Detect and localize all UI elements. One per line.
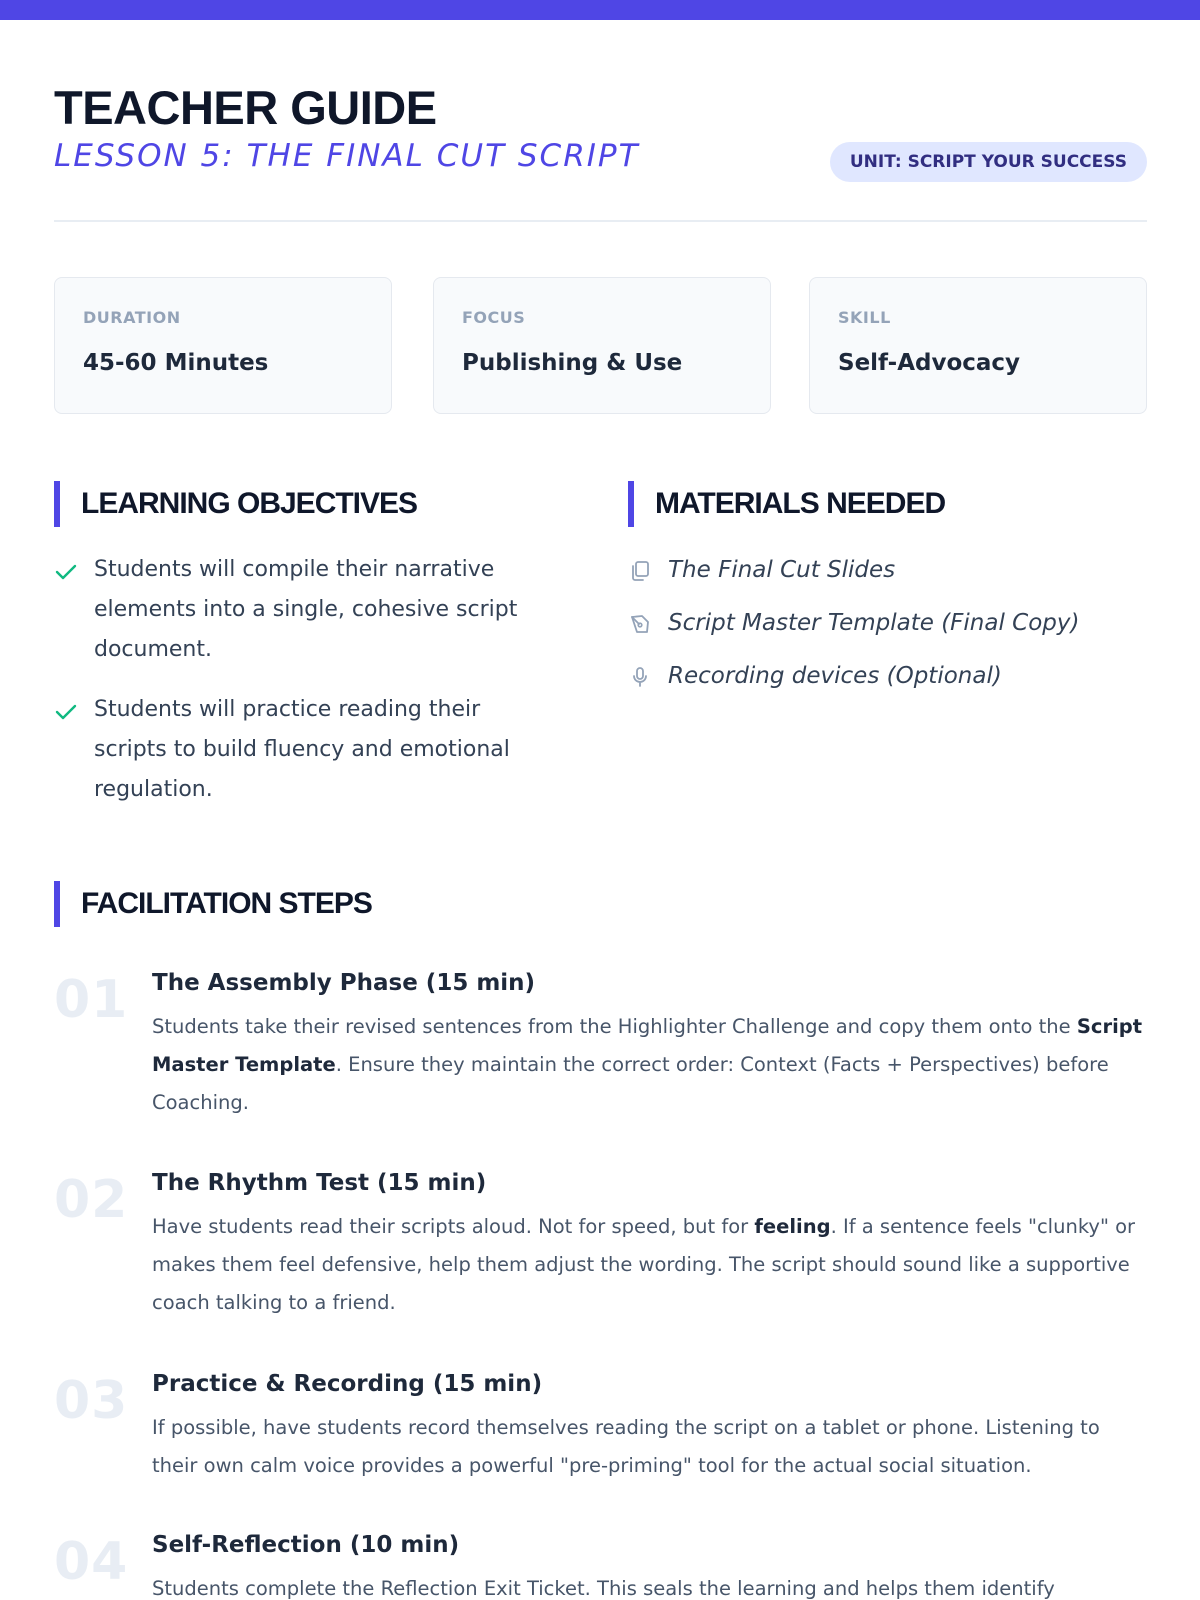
lesson-subtitle: LESSON 5: THE FINAL CUT SCRIPT bbox=[54, 138, 640, 174]
duration-card bbox=[54, 277, 392, 414]
focus-label: FOCUS bbox=[462, 308, 526, 327]
top-accent-bar bbox=[0, 0, 1200, 20]
step-number: 01 bbox=[54, 970, 129, 1030]
learning-objectives-heading: LEARNING OBJECTIVES bbox=[54, 481, 417, 527]
step-title: Self-Reflection (10 min) bbox=[152, 1532, 460, 1558]
step-title: Practice & Recording (15 min) bbox=[152, 1371, 543, 1397]
step-title: The Assembly Phase (15 min) bbox=[152, 970, 536, 996]
objectives-list bbox=[54, 550, 554, 830]
materials-list bbox=[628, 550, 1147, 709]
step-description: If possible, have students record themselves reading the script on a tablet or phone. Listening to their own calm voice provides a powerful "pre-priming" tool for the actual social situation. bbox=[152, 1416, 1100, 1477]
page-title: TEACHER GUIDE bbox=[54, 81, 437, 134]
copy-icon bbox=[628, 559, 652, 583]
materials-needed-heading: MATERIALS NEEDED bbox=[628, 481, 945, 527]
duration-label: DURATION bbox=[83, 308, 181, 327]
duration-value: 45-60 Minutes bbox=[83, 350, 269, 376]
unit-badge: UNIT: SCRIPT YOUR SUCCESS bbox=[830, 142, 1147, 182]
focus-card bbox=[433, 277, 771, 414]
material-item bbox=[628, 603, 1147, 656]
step-number: 02 bbox=[54, 1170, 129, 1230]
facilitation-steps-heading: FACILITATION STEPS bbox=[54, 881, 372, 927]
material-label: The Final Cut Slides bbox=[668, 557, 896, 583]
objective-text: Students will practice reading their scripts to build fluency and emotional regulation. bbox=[94, 697, 510, 802]
material-item bbox=[628, 550, 1147, 603]
focus-value: Publishing & Use bbox=[462, 350, 683, 376]
pen-icon bbox=[628, 612, 652, 636]
material-label: Recording devices (Optional) bbox=[668, 663, 1002, 689]
material-item bbox=[628, 656, 1147, 709]
header-divider bbox=[54, 220, 1147, 222]
step-description: Students take their revised sentences from the Highlighter Challenge and copy them onto the Script Master Template. Ensure they maintain the correct order: Context (Facts + Perspectives) before Coaching. bbox=[152, 1015, 1143, 1114]
check-icon bbox=[54, 702, 78, 722]
step-description: Students complete the Reflection Exit Ticket. This seals the learning and helps them identify bbox=[152, 1577, 1055, 1600]
skill-label: SKILL bbox=[838, 308, 891, 327]
step-number: 04 bbox=[54, 1532, 129, 1592]
microphone-icon bbox=[628, 665, 652, 689]
objective-item bbox=[54, 550, 554, 670]
objective-text: Students will compile their narrative elements into a single, cohesive script document. bbox=[94, 557, 518, 662]
skill-value: Self-Advocacy bbox=[838, 350, 1021, 376]
skill-card bbox=[809, 277, 1147, 414]
objective-item bbox=[54, 690, 554, 810]
material-label: Script Master Template (Final Copy) bbox=[668, 610, 1080, 636]
step-description: Have students read their scripts aloud. Not for speed, but for feeling. If a sentence feels "clunky" or makes them feel defensive, help them adjust the wording. The script should sound like a supportive coach talking to a friend. bbox=[152, 1215, 1136, 1314]
step-number: 03 bbox=[54, 1371, 129, 1431]
step-title: The Rhythm Test (15 min) bbox=[152, 1170, 487, 1196]
check-icon bbox=[54, 562, 78, 582]
